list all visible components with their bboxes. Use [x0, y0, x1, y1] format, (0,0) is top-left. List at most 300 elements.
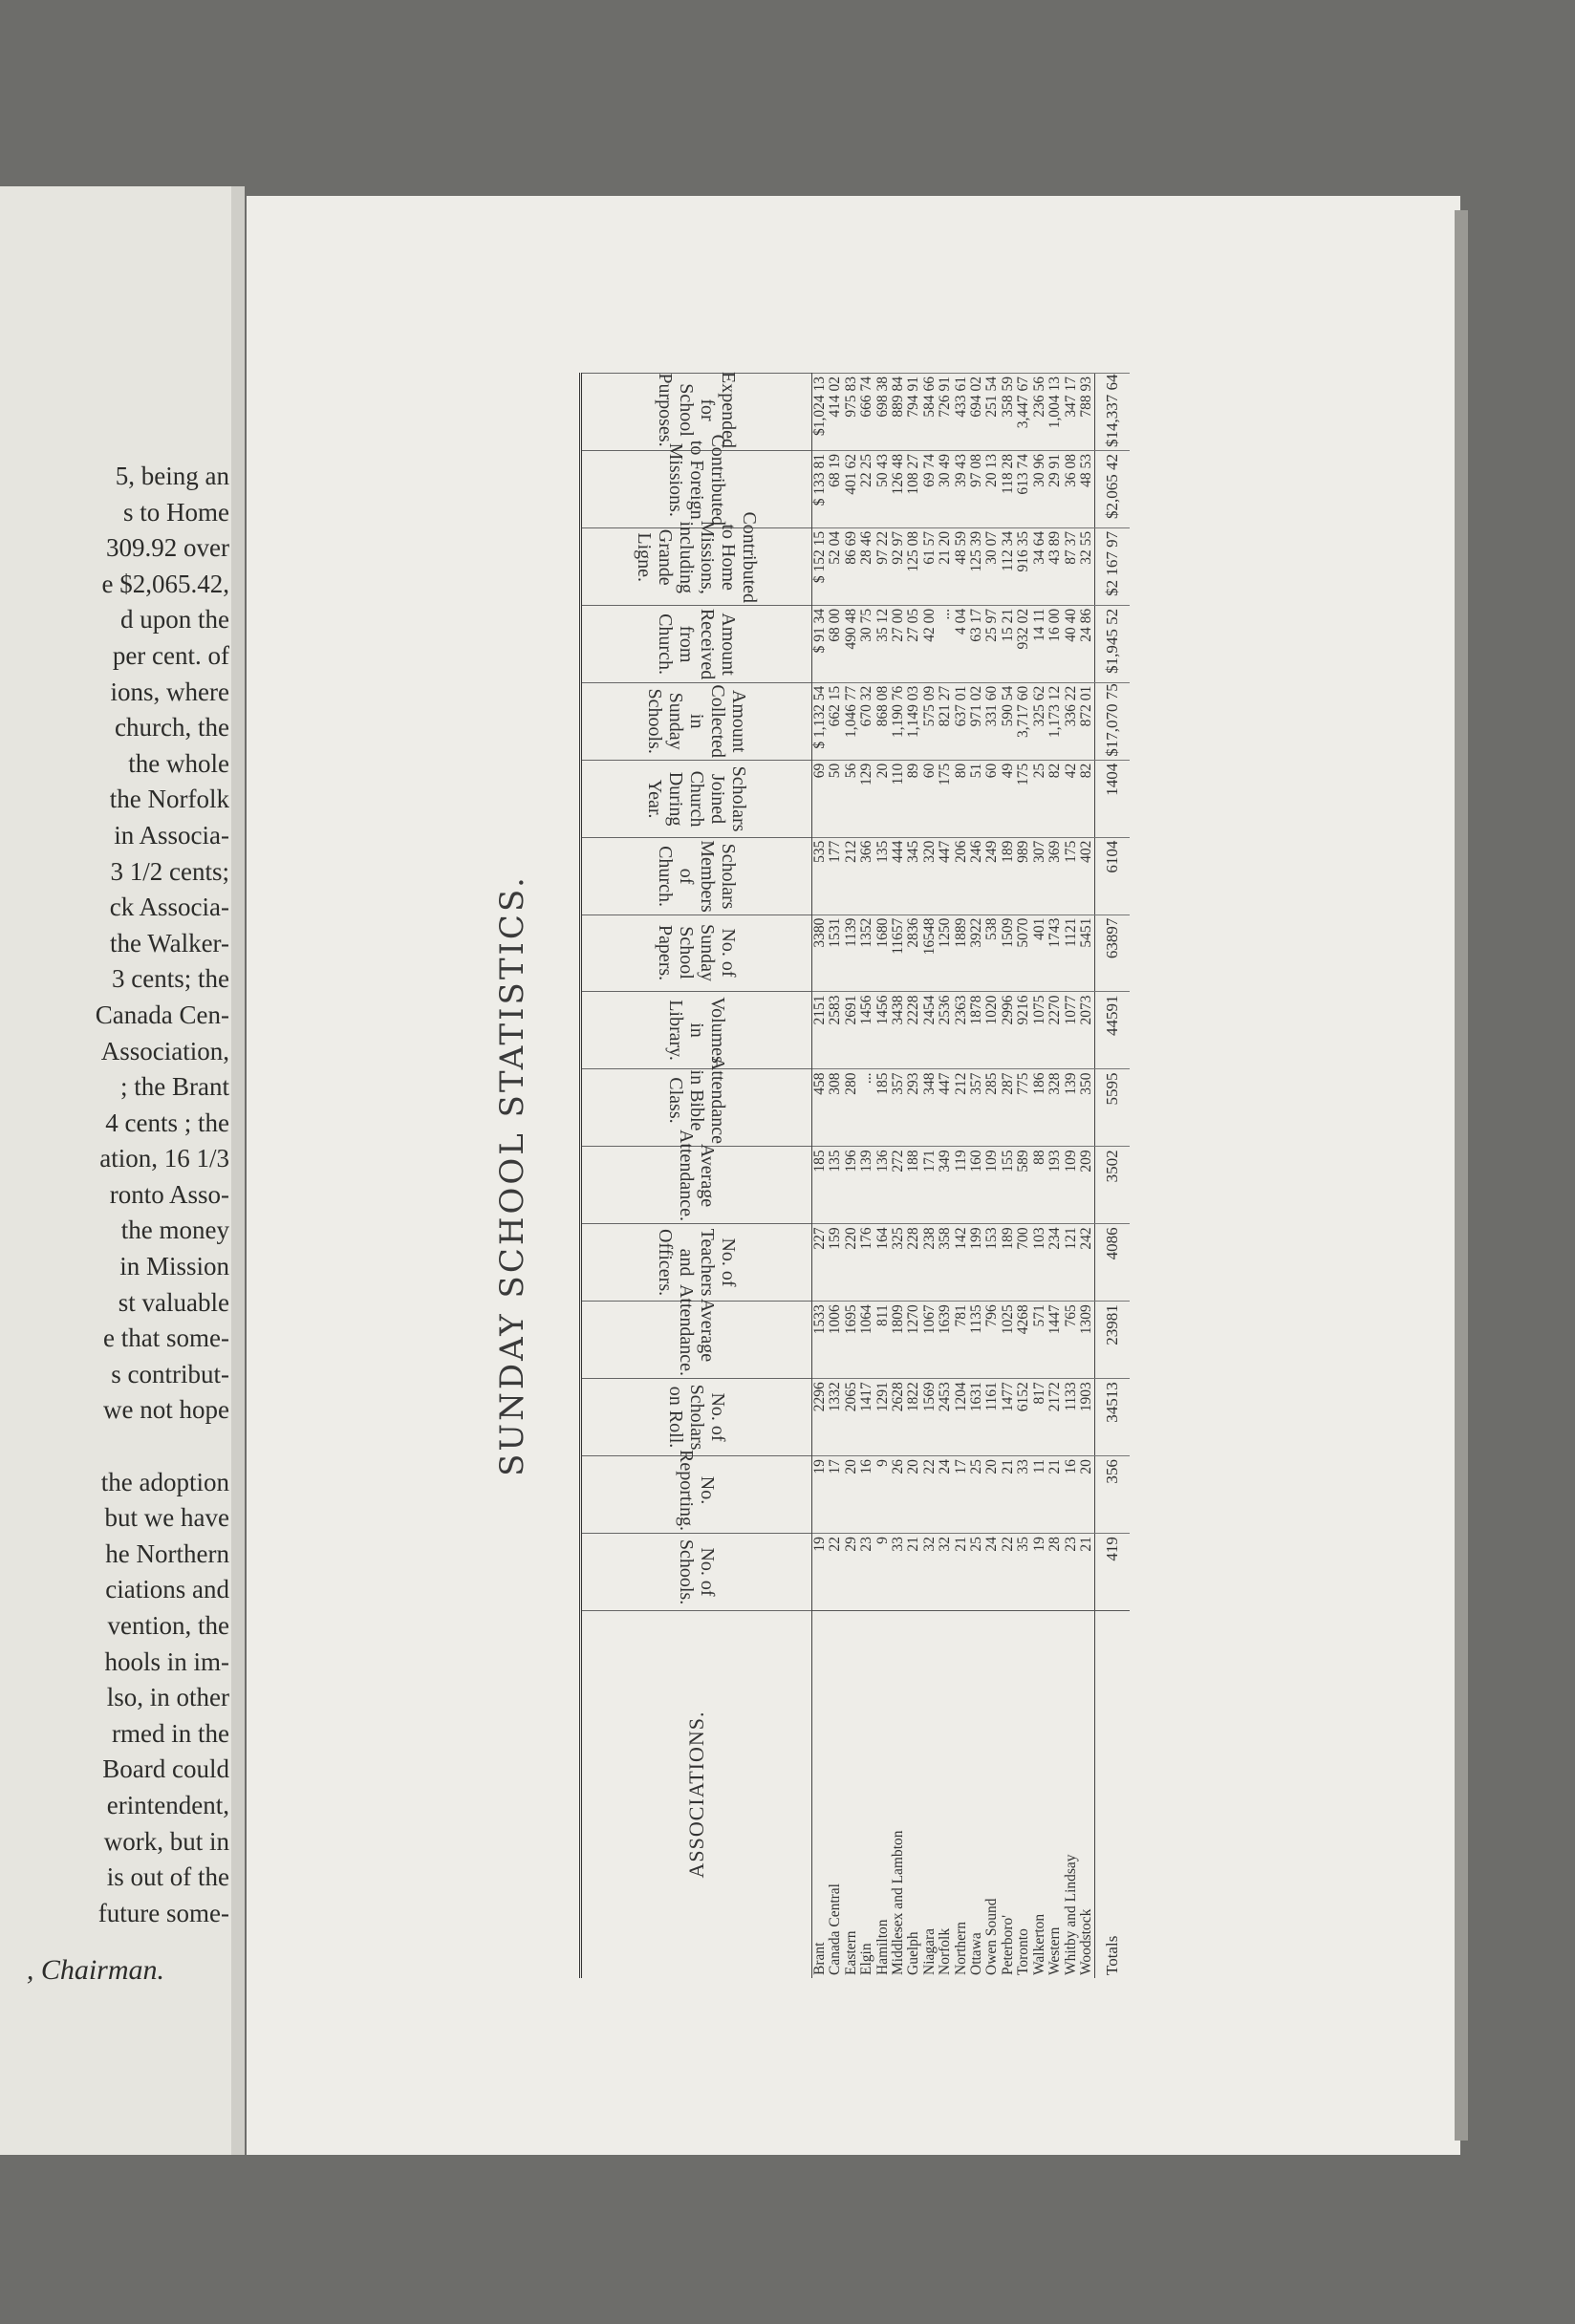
table-cell: 2228: [906, 992, 921, 1069]
table-cell: 142: [954, 1224, 969, 1302]
column-header: [581, 1450, 812, 1534]
table-cell: 349: [938, 1147, 953, 1224]
table-cell: 171: [922, 1147, 938, 1224]
table-cell: 60: [984, 760, 1000, 837]
column-header-label: Scholars Members of Church.: [655, 839, 739, 913]
table-cell: 889 84: [891, 374, 906, 451]
table-cell: 1161: [984, 1379, 1000, 1456]
table-cell: 1075: [1032, 992, 1047, 1069]
table-cell: 68 00: [828, 605, 843, 682]
table-cell: 402: [1079, 837, 1095, 915]
table-cell: 160: [969, 1147, 984, 1224]
text-line: church, the: [115, 713, 229, 742]
column-header-label: No. of Schools.: [676, 1539, 718, 1605]
table-cell: 1020: [984, 992, 1000, 1069]
table-cell: 781: [954, 1302, 969, 1379]
text-line: 3 cents; the: [112, 964, 229, 994]
table-cell: 35: [1016, 1534, 1031, 1611]
table-cell: 2296: [812, 1379, 829, 1456]
table-cell: 916 35: [1016, 527, 1031, 605]
table-cell: 1456: [859, 992, 874, 1069]
table-cell: 48 53: [1079, 450, 1095, 527]
table-cell: 177: [828, 837, 843, 915]
text-line: rmed in the: [112, 1718, 229, 1748]
chairman-signature: , Chairman.: [26, 1954, 164, 1986]
column-header-label: No. of Scholars on Roll.: [665, 1384, 728, 1451]
association-name: Elgin: [859, 1611, 874, 1979]
table-cell: 153: [984, 1224, 1000, 1302]
table-cell: 868 08: [875, 682, 891, 760]
column-header: [581, 605, 812, 682]
text-line: in Associa-: [114, 820, 229, 850]
table-cell: 1639: [938, 1302, 953, 1379]
table-cell: 1743: [1047, 915, 1063, 992]
column-header: [581, 915, 812, 992]
table-cell: 189: [1001, 1224, 1016, 1302]
table-cell: 110: [891, 760, 906, 837]
table-body: [812, 374, 1131, 1979]
table-cell: 347 17: [1064, 374, 1079, 451]
table-cell: 293: [906, 1069, 921, 1147]
association-name: Walkerton: [1032, 1611, 1047, 1979]
table-cell: 11657: [891, 915, 906, 992]
column-header-label: No. of Teachers and Officers.: [655, 1228, 739, 1297]
table-cell: 9: [875, 1534, 891, 1611]
association-name: Western: [1047, 1611, 1063, 1979]
table-cell: 109: [1064, 1147, 1079, 1224]
table-cell: 135: [828, 1147, 843, 1224]
table-cell: 63897: [1095, 915, 1131, 992]
table-cell: 56: [844, 760, 859, 837]
table-cell: 350: [1079, 1069, 1095, 1147]
table-cell: 238: [922, 1224, 938, 1302]
table-cell: 21: [1001, 1456, 1016, 1534]
table-cell: 33: [891, 1534, 906, 1611]
table-cell: 23: [1064, 1534, 1079, 1611]
table-cell: 2536: [938, 992, 953, 1069]
table-cell: 1077: [1064, 992, 1079, 1069]
text-line: vention, the: [107, 1611, 229, 1640]
table-cell: 21: [1047, 1456, 1063, 1534]
table-cell: 29 91: [1047, 450, 1063, 527]
text-line: we not hope: [103, 1395, 229, 1425]
table-cell: $1,024 13: [812, 374, 829, 451]
table-cell: 26: [891, 1456, 906, 1534]
table-cell: $17,070 75: [1095, 682, 1131, 760]
table-cell: 17: [828, 1456, 843, 1534]
table-cell: 228: [906, 1224, 921, 1302]
table-cell: 4 04: [954, 605, 969, 682]
table-cell: 27 00: [891, 605, 906, 682]
column-header: [581, 992, 812, 1069]
table-cell: 698 38: [875, 374, 891, 451]
table-cell: 4086: [1095, 1224, 1131, 1302]
table-cell: 2172: [1047, 1379, 1063, 1456]
table-cell: 2065: [844, 1379, 859, 1456]
table-cell: 726 91: [938, 374, 953, 451]
column-header-label: Scholars Joined Church During Year.: [644, 765, 749, 832]
table-cell: 21: [1079, 1534, 1095, 1611]
table-cell: 666 74: [859, 374, 874, 451]
table-cell: 33: [1016, 1456, 1031, 1534]
table-cell: 700: [1016, 1224, 1031, 1302]
table-cell: 129: [859, 760, 874, 837]
table-cell: 336 22: [1064, 682, 1079, 760]
table-cell: 1,173 12: [1047, 682, 1063, 760]
table-cell: 20: [984, 1456, 1000, 1534]
table-cell: 584 66: [922, 374, 938, 451]
column-header-label: No. of Sunday School Papers.: [655, 924, 739, 982]
table-cell: 535: [812, 837, 829, 915]
association-name: Hamilton: [875, 1611, 891, 1979]
table-row: [1079, 374, 1095, 1979]
text-line: ck Associa-: [109, 893, 229, 922]
table-cell: 236 56: [1032, 374, 1047, 451]
table-cell: 44591: [1095, 992, 1131, 1069]
table-cell: 25: [969, 1534, 984, 1611]
table-row: [906, 374, 921, 1979]
table-cell: 20: [875, 760, 891, 837]
left-page: [0, 186, 241, 2155]
table-cell: 23981: [1095, 1302, 1131, 1379]
table-cell: 1477: [1001, 1379, 1016, 1456]
table-cell: 16: [1064, 1456, 1079, 1534]
table-cell: 246: [969, 837, 984, 915]
association-name: Whitby and Lindsay: [1064, 1611, 1079, 1979]
table-cell: 1,149 03: [906, 682, 921, 760]
table-cell: 82: [1047, 760, 1063, 837]
table-cell: 164: [875, 1224, 891, 1302]
association-name: Toronto: [1016, 1611, 1031, 1979]
table-cell: 185: [875, 1069, 891, 1147]
table-cell: 5451: [1079, 915, 1095, 992]
table-cell: 366: [859, 837, 874, 915]
table-cell: 112 34: [1001, 527, 1016, 605]
table-cell: 1417: [859, 1379, 874, 1456]
text-line: the Walker-: [110, 928, 229, 958]
table-cell: 109: [984, 1147, 1000, 1224]
table-cell: 42 00: [922, 605, 938, 682]
table-cell: 24: [938, 1456, 953, 1534]
table-cell: 25: [969, 1456, 984, 1534]
column-header-label: Volumes in Library.: [665, 997, 728, 1065]
association-name: Owen Sound: [984, 1611, 1000, 1979]
table-cell: 209: [1079, 1147, 1095, 1224]
column-header: [581, 1284, 812, 1379]
table-cell: 280: [844, 1069, 859, 1147]
table-cell: 22: [1001, 1534, 1016, 1611]
table-cell: 42: [1064, 760, 1079, 837]
table-cell: 3922: [969, 915, 984, 992]
table-cell: 15 21: [1001, 605, 1016, 682]
header-associations: ASSOCIATIONS.: [581, 1611, 812, 1979]
table-cell: 307: [1032, 837, 1047, 915]
table-cell: 670 32: [859, 682, 874, 760]
table-cell: 765: [1064, 1302, 1079, 1379]
table-cell: 16 00: [1047, 605, 1063, 682]
table-cell: 51: [969, 760, 984, 837]
table-cell: 358 59: [1001, 374, 1016, 451]
table-cell: 5595: [1095, 1069, 1131, 1147]
table-cell: 21: [954, 1534, 969, 1611]
table-cell: 32 55: [1079, 527, 1095, 605]
table-cell: $ 152 15: [812, 527, 829, 605]
table-cell: 89: [906, 760, 921, 837]
table-cell: 25: [1032, 760, 1047, 837]
table-cell: 2363: [954, 992, 969, 1069]
table-row: [1047, 374, 1063, 1979]
table-cell: 2836: [906, 915, 921, 992]
table-cell: 27 05: [906, 605, 921, 682]
table-cell: 28 46: [859, 527, 874, 605]
text-line: the money: [120, 1216, 229, 1245]
column-header-label: Amount Collected in Sunday Schools.: [644, 684, 749, 758]
table-cell: 87 37: [1064, 527, 1079, 605]
table-cell: 25 97: [984, 605, 1000, 682]
table-cell: 1250: [938, 915, 953, 992]
table-cell: 24: [984, 1534, 1000, 1611]
column-header: [581, 760, 812, 837]
column-header-label: Expended for School Purposes.: [655, 371, 739, 448]
table-cell: 694 02: [969, 374, 984, 451]
table-cell: 69: [812, 760, 829, 837]
table-cell: 5070: [1016, 915, 1031, 992]
association-name: Niagara: [922, 1611, 938, 1979]
rotated-table-block: [493, 373, 1181, 1978]
table-cell: 22: [828, 1534, 843, 1611]
table-cell: 3380: [812, 915, 829, 992]
table-cell: 272: [891, 1147, 906, 1224]
table-row: [1001, 374, 1016, 1979]
table-cell: 103: [1032, 1224, 1047, 1302]
table-cell: 30 75: [859, 605, 874, 682]
table-cell: 444: [891, 837, 906, 915]
table-cell: 2270: [1047, 992, 1063, 1069]
table-cell: 3502: [1095, 1147, 1131, 1224]
table-cell: 39 43: [954, 450, 969, 527]
table-cell: 22: [922, 1456, 938, 1534]
table-cell: 2073: [1079, 992, 1095, 1069]
table-cell: 794 91: [906, 374, 921, 451]
table-row: [969, 374, 984, 1979]
table-cell: 1064: [859, 1302, 874, 1379]
text-line: the Norfolk: [109, 785, 229, 814]
table-cell: 34513: [1095, 1379, 1131, 1456]
table-cell: 32: [938, 1534, 953, 1611]
table-cell: 121: [1064, 1224, 1079, 1302]
table-row: [891, 374, 906, 1979]
table-cell: 14 11: [1032, 605, 1047, 682]
table-cell: 139: [1064, 1069, 1079, 1147]
table-cell: 345: [906, 837, 921, 915]
column-header-label: Contributed to Home Missions, including Grande Ligne.: [634, 511, 760, 603]
table-cell: 357: [969, 1069, 984, 1147]
table-cell: 613 74: [1016, 450, 1031, 527]
table-cell: 637 01: [954, 682, 969, 760]
table-cell: 357: [891, 1069, 906, 1147]
table-cell: 989: [1016, 837, 1031, 915]
text-line: ciations and: [105, 1575, 229, 1604]
table-cell: $1,945 52: [1095, 605, 1131, 682]
table-cell: 61 57: [922, 527, 938, 605]
table-cell: 29: [844, 1534, 859, 1611]
table-cell: 1889: [954, 915, 969, 992]
column-header: [581, 1130, 812, 1224]
table-cell: 227: [812, 1224, 829, 1302]
table-cell: 86 69: [844, 527, 859, 605]
table-cell: 2628: [891, 1379, 906, 1456]
table-cell: 458: [812, 1069, 829, 1147]
text-line: lso, in other: [106, 1683, 229, 1712]
table-cell: 212: [844, 837, 859, 915]
text-line: in Mission: [119, 1252, 229, 1281]
table-cell: $2,065 42: [1095, 450, 1131, 527]
table-cell: 186: [1032, 1069, 1047, 1147]
text-line: the whole: [128, 748, 229, 778]
column-header: [581, 682, 812, 760]
text-line: Canada Cen-: [95, 1000, 229, 1029]
table-cell: 20: [906, 1456, 921, 1534]
table-cell: 92 97: [891, 527, 906, 605]
table-cell: 3438: [891, 992, 906, 1069]
table-cell: 68 19: [828, 450, 843, 527]
table-cell: 433 61: [954, 374, 969, 451]
table-cell: 2691: [844, 992, 859, 1069]
table-cell: 206: [954, 837, 969, 915]
table-cell: 3,447 67: [1016, 374, 1031, 451]
column-header-label: Attendance in Bible Class.: [665, 1057, 728, 1145]
text-line: hools in im-: [104, 1646, 229, 1676]
table-row: [922, 374, 938, 1979]
text-line: ; the Brant: [120, 1072, 229, 1102]
table-cell: 285: [984, 1069, 1000, 1147]
table-cell: 1695: [844, 1302, 859, 1379]
association-name: Peterboro': [1001, 1611, 1016, 1979]
table-cell: 1067: [922, 1302, 938, 1379]
table-cell: 50 43: [875, 450, 891, 527]
table-cell: 447: [938, 837, 953, 915]
table-cell: 63 17: [969, 605, 984, 682]
association-name: Totals: [1095, 1611, 1131, 1979]
table-cell: 356: [1095, 1456, 1131, 1534]
table-cell: 308: [828, 1069, 843, 1147]
text-line: ronto Asso-: [109, 1179, 229, 1209]
table-cell: 20: [1079, 1456, 1095, 1534]
table-cell: 589: [1016, 1147, 1031, 1224]
column-header: [581, 434, 812, 527]
table-cell: 1291: [875, 1379, 891, 1456]
table-cell: $ 91 34: [812, 605, 829, 682]
column-header-label: No. Reporting.: [676, 1450, 718, 1532]
table-cell: 419: [1095, 1534, 1131, 1611]
table-cell: 19: [1032, 1534, 1047, 1611]
table-cell: 1531: [828, 915, 843, 992]
table-cell: 119: [954, 1147, 969, 1224]
table-cell: 1,190 76: [891, 682, 906, 760]
table-cell: 796: [984, 1302, 1000, 1379]
table-cell: 331 60: [984, 682, 1000, 760]
table-cell: 125 08: [906, 527, 921, 605]
column-header: [581, 1379, 812, 1456]
table-cell: 3,717 60: [1016, 682, 1031, 760]
column-header: [581, 1057, 812, 1147]
table-cell: 358: [938, 1224, 953, 1302]
table-cell: 490 48: [844, 605, 859, 682]
table-cell: 9: [875, 1456, 891, 1534]
table-cell: 1270: [906, 1302, 921, 1379]
table-cell: 11: [1032, 1456, 1047, 1534]
text-line: e $2,065.42,: [101, 569, 229, 598]
table-cell: 125 39: [969, 527, 984, 605]
table-cell: 49: [1001, 760, 1016, 837]
text-line: ions, where: [110, 677, 229, 706]
association-name: Northern: [954, 1611, 969, 1979]
table-cell: 40 40: [1064, 605, 1079, 682]
left-page-text: [0, 459, 229, 1931]
table-cell: 1447: [1047, 1302, 1063, 1379]
table-cell: 185: [812, 1147, 829, 1224]
table-cell: 447: [938, 1069, 953, 1147]
column-header-label: Contributed to Foreign Missions.: [665, 434, 728, 526]
table-cell: 821 27: [938, 682, 953, 760]
table-cell: 1456: [875, 992, 891, 1069]
table-cell: 249: [984, 837, 1000, 915]
table-cell: 220: [844, 1224, 859, 1302]
table-cell: $14,337 64: [1095, 374, 1131, 451]
table-cell: 22 25: [859, 450, 874, 527]
table-cell: 971 02: [969, 682, 984, 760]
table-cell: 2583: [828, 992, 843, 1069]
table-cell: 6104: [1095, 837, 1131, 915]
table-title: SUNDAY SCHOOL STATISTICS.: [493, 874, 531, 1476]
statistics-table: [579, 373, 1130, 1978]
text-line: e that some-: [103, 1323, 229, 1353]
text-line: future some-: [97, 1898, 229, 1927]
table-row: [1032, 374, 1047, 1979]
association-name: Middlesex and Lambton: [891, 1611, 906, 1979]
table-cell: 60: [922, 760, 938, 837]
column-header: [581, 511, 812, 605]
association-name: Brant: [812, 1611, 829, 1979]
text-line: Association,: [100, 1036, 229, 1065]
table-cell: 571: [1032, 1302, 1047, 1379]
text-line: is out of the: [106, 1862, 229, 1892]
header-row: [581, 374, 812, 1979]
table-cell: 811: [875, 1302, 891, 1379]
table-cell: 23: [859, 1534, 874, 1611]
table-cell: 325: [891, 1224, 906, 1302]
table-cell: 320: [922, 837, 938, 915]
table-cell: 176: [859, 1224, 874, 1302]
table-cell: 108 27: [906, 450, 921, 527]
table-row: [1016, 374, 1031, 1979]
table-cell: 328: [1047, 1069, 1063, 1147]
table-cell: 1309: [1079, 1302, 1095, 1379]
table-cell: 1878: [969, 992, 984, 1069]
table-cell: $ 1,132 54: [812, 682, 829, 760]
page-edge: [1455, 210, 1468, 2141]
table-cell: 175: [1016, 760, 1031, 837]
column-header: [581, 837, 812, 915]
table-cell: 20: [844, 1456, 859, 1534]
text-line: st valuable: [118, 1287, 229, 1317]
table-cell: 2453: [938, 1379, 953, 1456]
table-cell: 80: [954, 760, 969, 837]
text-line: 3 1/2 cents;: [110, 856, 229, 886]
table-cell: 932 02: [1016, 605, 1031, 682]
table-cell: 1822: [906, 1379, 921, 1456]
table-cell: ...: [938, 605, 953, 682]
